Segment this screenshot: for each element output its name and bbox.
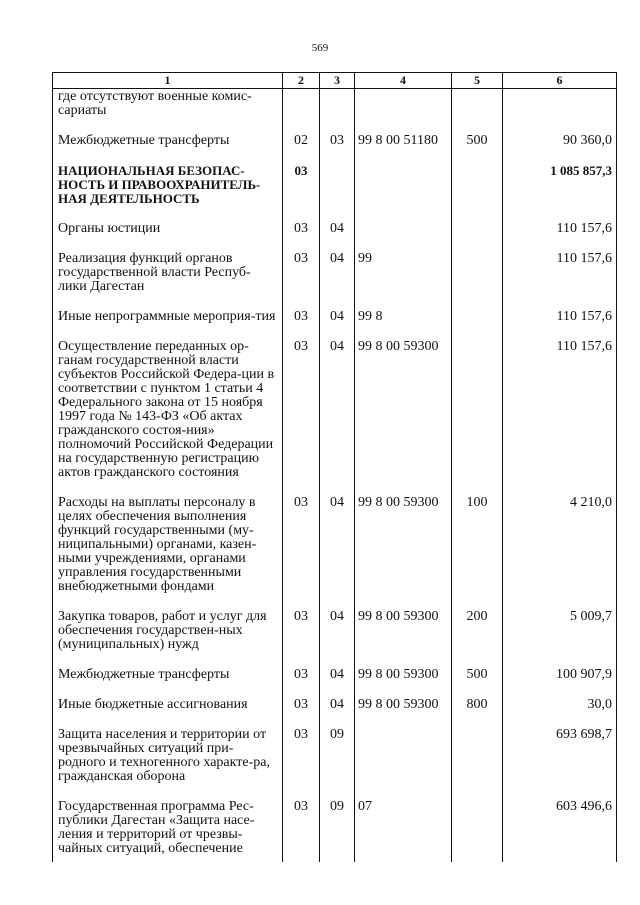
amount-value: 5 009,7 [503,608,617,666]
subsection-code: 04 [320,250,355,308]
target-article-code: 99 8 00 59300 [355,494,452,608]
amount-value: 110 157,6 [503,338,617,494]
table-row [53,666,617,696]
expense-type-code [452,308,503,338]
table-row [53,89,617,133]
row-description: Защита населения и территории от чрезвычайных ситуаций при-родного и техногенного характе-ра, гражданская оборона [53,726,283,798]
target-article-code: 99 8 00 59300 [355,696,452,726]
expense-type-code: 500 [452,666,503,696]
row-description: Межбюджетные трансферты [53,132,283,162]
subsection-code: 04 [320,338,355,494]
target-article-code [355,726,452,798]
section-code: 03 [283,220,320,250]
table-row [53,132,617,162]
row-description: Осуществление переданных ор-ганам государственной власти субъектов Российской Федера-ции в соответствии с пунктом 1 статьи 4 Федерального закона от 15 ноября 1997 года № 143-ФЗ «Об актах гражданского состоя-ния» полномочий Российской Федерации на государственную регистрацию актов гражданского состояния [53,338,283,494]
section-code: 03 [283,798,320,862]
subsection-code: 04 [320,666,355,696]
section-code: 03 [283,162,320,220]
table-row [53,220,617,250]
section-code [283,89,320,133]
amount-value: 603 496,6 [503,798,617,862]
target-article-code: 99 [355,250,452,308]
amount-value: 4 210,0 [503,494,617,608]
subsection-code: 03 [320,132,355,162]
column-header: 5 [452,73,503,89]
expense-type-code [452,89,503,133]
subsection-code: 04 [320,494,355,608]
row-description: Иные бюджетные ассигнования [53,696,283,726]
amount-value: 693 698,7 [503,726,617,798]
amount-value [503,89,617,133]
expense-type-code [452,798,503,862]
target-article-code [355,89,452,133]
target-article-code [355,220,452,250]
target-article-code: 99 8 00 51180 [355,132,452,162]
row-description: НАЦИОНАЛЬНАЯ БЕЗОПАС-НОСТЬ И ПРАВООХРАНИТЕЛЬ-НАЯ ДЕЯТЕЛЬНОСТЬ [53,162,283,220]
expense-type-code [452,338,503,494]
column-header: 6 [503,73,617,89]
amount-value: 110 157,6 [503,308,617,338]
column-header: 2 [283,73,320,89]
target-article-code [355,162,452,220]
table-row [53,608,617,666]
table-row [53,798,617,862]
subsection-code: 09 [320,726,355,798]
column-header: 4 [355,73,452,89]
amount-value: 110 157,6 [503,250,617,308]
table-row [53,338,617,494]
expense-type-code [452,726,503,798]
row-description: Реализация функций органов государственной власти Респуб-лики Дагестан [53,250,283,308]
section-code: 03 [283,608,320,666]
subsection-code: 04 [320,308,355,338]
amount-value: 30,0 [503,696,617,726]
table-body [53,89,617,863]
column-header: 3 [320,73,355,89]
table-row [53,162,617,220]
table-row [53,696,617,726]
target-article-code: 99 8 00 59300 [355,338,452,494]
subsection-code [320,162,355,220]
table-row [53,494,617,608]
target-article-code: 99 8 00 59300 [355,666,452,696]
section-code: 03 [283,696,320,726]
table-row [53,250,617,308]
target-article-code: 99 8 [355,308,452,338]
target-article-code: 99 8 00 59300 [355,608,452,666]
row-description: Закупка товаров, работ и услуг для обеспечения государствен-ных (муниципальных) нужд [53,608,283,666]
expense-type-code [452,250,503,308]
table-row [53,308,617,338]
table-row [53,726,617,798]
expense-type-code [452,162,503,220]
page-number: 569 [311,42,329,54]
section-code: 03 [283,338,320,494]
amount-value: 1 085 857,3 [503,162,617,220]
expense-type-code: 100 [452,494,503,608]
expense-type-code: 200 [452,608,503,666]
row-description: Иные непрограммные мероприя-тия [53,308,283,338]
row-description: Государственная программа Рес-публики Дагестан «Защита насе-ления и территорий от чрезвы-чайных ситуаций, обеспечение [53,798,283,862]
section-code: 03 [283,308,320,338]
row-description: Межбюджетные трансферты [53,666,283,696]
amount-value: 90 360,0 [503,132,617,162]
subsection-code: 04 [320,220,355,250]
subsection-code: 04 [320,696,355,726]
expense-type-code: 800 [452,696,503,726]
subsection-code: 04 [320,608,355,666]
section-code: 03 [283,666,320,696]
section-code: 02 [283,132,320,162]
expense-type-code: 500 [452,132,503,162]
row-description: Расходы на выплаты персоналу в целях обеспечения выполнения функций государственными (му-ниципальными) органами, казен-ными учреждениями, органами управления государственными внебюджетными фондами [53,494,283,608]
row-description: где отсутствуют военные комис-сариаты [53,89,283,133]
budget-table [52,72,617,862]
expense-type-code [452,220,503,250]
table-header-row [53,73,617,89]
column-header: 1 [53,73,283,89]
row-description: Органы юстиции [53,220,283,250]
target-article-code: 07 [355,798,452,862]
subsection-code: 09 [320,798,355,862]
amount-value: 100 907,9 [503,666,617,696]
section-code: 03 [283,250,320,308]
section-code: 03 [283,494,320,608]
section-code: 03 [283,726,320,798]
subsection-code [320,89,355,133]
amount-value: 110 157,6 [503,220,617,250]
